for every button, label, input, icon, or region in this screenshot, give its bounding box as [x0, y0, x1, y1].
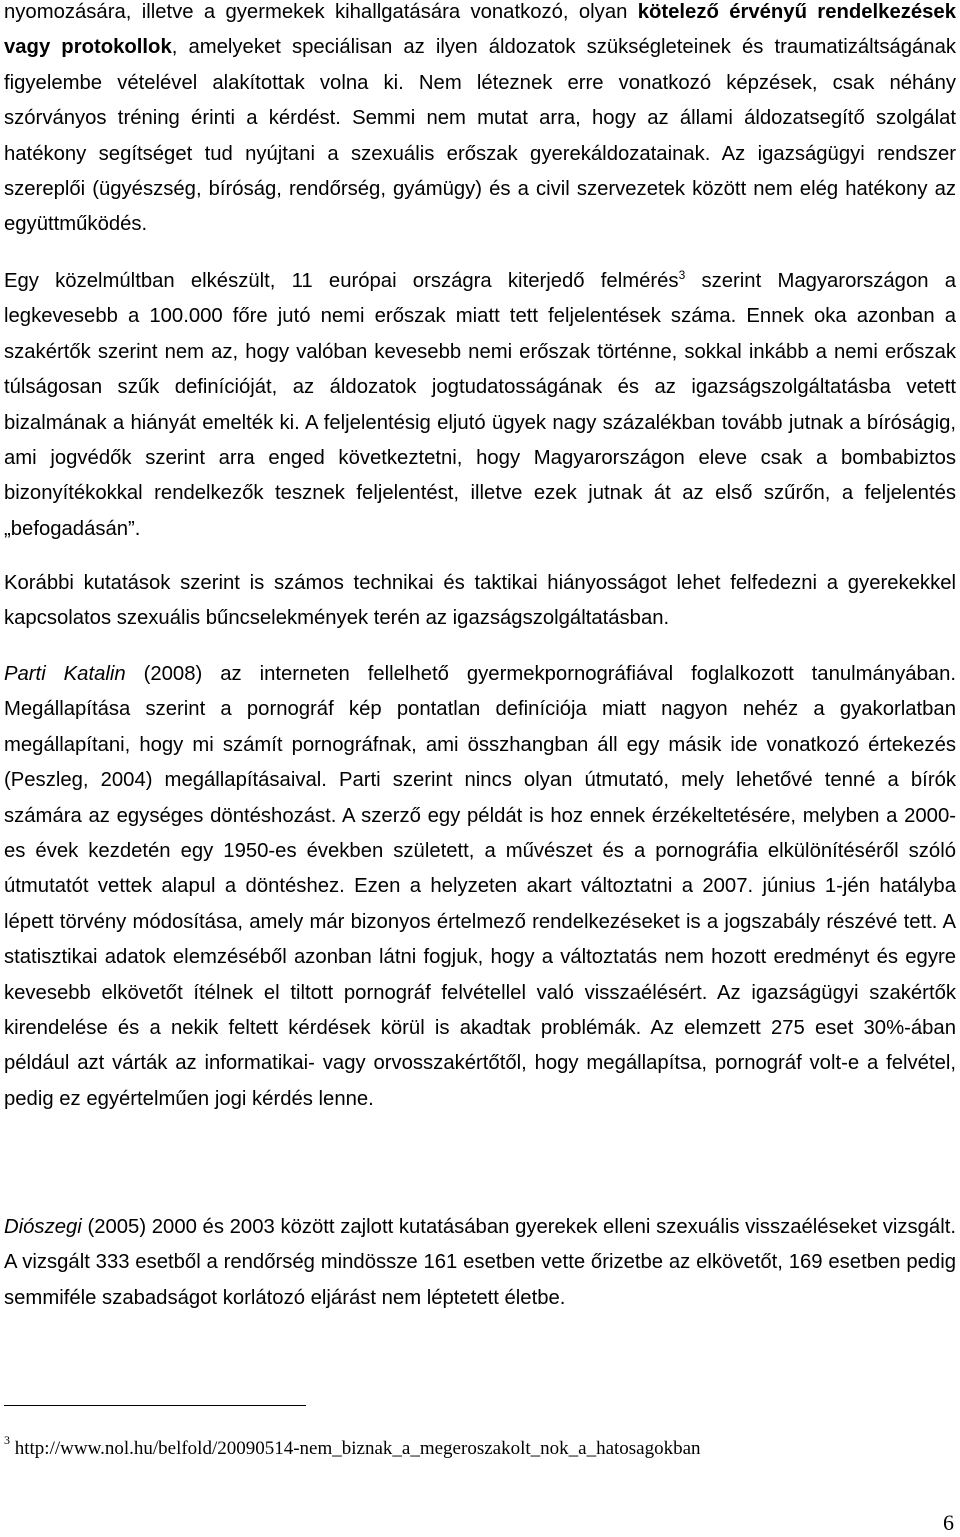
page-number: 6 [943, 1510, 954, 1535]
paragraph-1 [4, 0, 956, 243]
paragraph-5-author: Diószegi [4, 1216, 82, 1238]
paragraph-3-text: Korábbi kutatások szerint is számos technikai és taktikai hiányosságot lehet felfedezni a gyerekekkel kapcsolatos szexuális bűncselekmények terén az igazságszolgáltatásban. [4, 572, 956, 630]
paragraph-5-text: (2005) 2000 és 2003 között zajlott kutatásában gyerekek elleni szexuális visszaéléseket vizsgált. A vizsgált 333 esetből a rendőrség mindössze 161 esetben vette őrizetbe az elkövetőt, 169 esetben pedig semmiféle szabadságot korlátozó eljárást nem léptetett életbe. [4, 1216, 956, 1309]
paragraph-2 [4, 264, 956, 547]
paragraph-1-text-a: nyomozására, illetve a gyermekek kihallgatására vonatkozó, olyan [4, 1, 638, 23]
paragraph-4 [4, 657, 956, 1117]
paragraph-2-text-b: szerint Magyarországon a legkevesebb a 100.000 főre jutó nemi erőszak miatt tett feljelentések száma. Ennek oka azonban a szakértők szerint nem az, hogy valóban kevesebb nemi erőszak történne, sokkal inkább a nemi erőszak túlságosan szűk definícióját, az áldozatok jogtudatosságának és az igazságszolgáltatásba vetett bizalmának a hiányát emelték ki. A feljelentésig eljutó ügyek nagy százalékban tovább jutnak a bíróságig, ami jogvédők szerint arra enged következtetni, hogy Magyarországon eleve csak a bombabiztos bizonyítékokkal rendelkezők tesznek feljelentést, illetve ezek jutnak át az első szűrőn, a feljelentés „befogadásán”. [4, 270, 956, 540]
footnote-separator [4, 1405, 306, 1406]
paragraph-4-author: Parti Katalin [4, 663, 126, 685]
paragraph-1-text-b: , amelyeket speciálisan az ilyen áldozatok szükségleteinek és traumatizáltságának figyelembe vételével alakítottak volna ki. Nem léteznek erre vonatkozó képzések, csak néhány szórványos tréning érinti a kérdést. Semmi nem mutat arra, hogy az állami áldozatsegítő szolgálat hatékony segítséget tud nyújtani a szexuális erőszak gyerekáldozatainak. Az igazságügyi rendszer szereplői (ügyészség, bíróság, rendőrség, gyámügy) és a civil szervezetek között nem elég hatékony az együttműködés. [4, 36, 956, 236]
footnote [4, 1433, 701, 1461]
paragraph-5 [4, 1210, 956, 1316]
paragraph-2-text-a: Egy közelmúltban elkészült, 11 európai országra kiterjedő felmérés [4, 270, 679, 292]
paragraph-4-text: (2008) az interneten fellelhető gyermekpornográfiával foglalkozott tanulmányában. Megállapítása szerint a pornográf kép pontatlan definíciója miatt nagyon nehéz a gyakorlatban megállapítani, hogy mi számít pornográfnak, ami összhangban áll egy másik ide vonatkozó értekezés (Peszleg, 2004) megállapításaival. Parti szerint nincs olyan útmutató, mely lehetővé tenné a bírók számára az egységes döntéshozást. A szerző egy példát is hoz ennek érzékeltetésére, melyben a 2000-es évek kezdetén egy 1950-es években született, a művészet és a pornográfia elkülönítéséről szóló útmutatót vettek alapul a döntéshez. Ezen a helyzeten akart változtatni a 2007. június 1-jén hatályba lépett törvény módosítása, amely már bizonyos értelmező rendelkezéseket is a jogszabály részévé tett. A statisztikai adatok elemzéséből azonban látni fogjuk, hogy a változtatás nem hozott eredményt és egyre kevesebb elkövetőt ítélnek el tiltott pornográf felvétellel való visszaélésért. Az igazságügyi szakértők kirendelése és a nekik feltett kérdések körül is akadtak problémák. Az elemzett 275 eset 30%-ában például azt várták az informatikai- vagy orvosszakértőtől, hogy megállapítsa, pornográf volt-e a felvétel, pedig ez egyértelműen jogi kérdés lenne. [4, 663, 956, 1110]
paragraph-1-bold-phrase: kötelező érvényű rendelkezések vagy protokollok [4, 1, 956, 59]
footnote-link[interactable]: http://www.nol.hu/belfold/20090514-nem_biznak_a_megeroszakolt_nok_a_hatosagokban [10, 1438, 701, 1459]
footnote-number: 3 [4, 1433, 10, 1447]
paragraph-3 [4, 566, 956, 637]
footnote-reference[interactable]: 3 [678, 268, 686, 282]
